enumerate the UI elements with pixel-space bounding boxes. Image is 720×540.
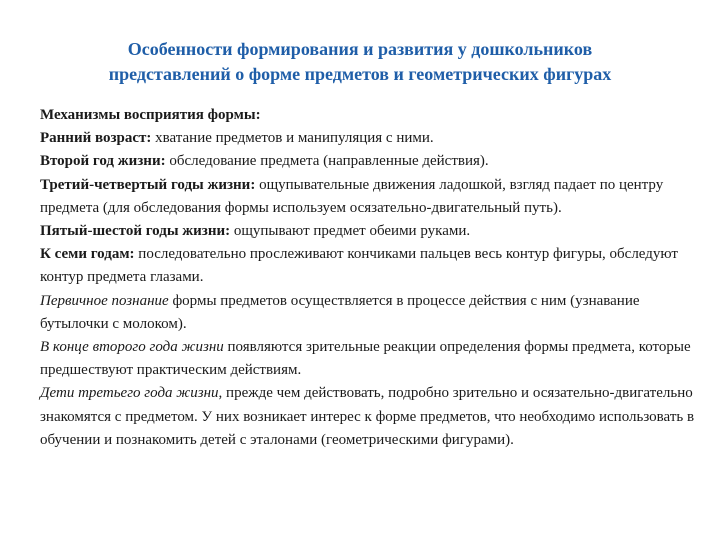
paragraph-text: хватание предметов и манипуляция с ними. — [151, 130, 434, 147]
paragraph-text: ощупывательные движения ладошкой, взгляд падает по центру предмета (для обследования формы используем осязательно-двигательный путь). — [40, 176, 664, 216]
paragraph-lead: Пятый-шестой годы жизни: — [40, 223, 231, 240]
slide-body — [40, 104, 700, 452]
paragraph-lead: В конце второго года жизни — [40, 339, 224, 356]
paragraph-second-year — [40, 150, 700, 173]
paragraph-end-of-second-year — [40, 336, 700, 382]
title-line-2: представлений о форме предметов и геометрических фигурах — [108, 64, 612, 84]
paragraph-third-year-children — [40, 382, 700, 452]
paragraph-primary-cognition — [40, 290, 700, 336]
paragraph-lead: Третий-четвертый годы жизни: — [40, 176, 256, 193]
paragraph-text: формы предметов осуществляется в процессе действия с ним (узнавание бутылочки с молоком). — [40, 292, 640, 332]
paragraph-lead: Дети третьего года жизни — [40, 385, 219, 402]
paragraph-lead: К семи годам: — [40, 246, 135, 263]
slide-title — [40, 37, 680, 87]
paragraph-lead: Второй год жизни: — [40, 153, 166, 170]
paragraph-text: появляются зрительные реакции определения формы предмета, которые предшествуют практическим действиям. — [40, 339, 691, 379]
paragraph-third-fourth-years — [40, 174, 700, 220]
paragraph-text: ощупывают предмет обеими руками. — [230, 223, 471, 240]
paragraph-lead: Первичное познание — [40, 292, 169, 309]
paragraph-fifth-sixth-years — [40, 220, 700, 243]
paragraph-text: , прежде чем действовать, подробно зрительно и осязательно-двигательно знакомятся с предметом. У них возникает интерес к форме предметов, что необходимо использовать в обучении и познакомить детей с эталонами (геометрическими фигурами). — [40, 385, 695, 448]
paragraph-by-seven — [40, 243, 700, 289]
paragraph-lead: Ранний возраст: — [40, 130, 152, 147]
paragraph-text: обследование предмета (направленные действия). — [165, 153, 489, 170]
title-line-1: Особенности формирования и развития у дошкольников — [127, 39, 593, 59]
section-heading: Механизмы восприятия формы: — [40, 107, 261, 123]
paragraph-text: последовательно прослеживают кончиками пальцев весь контур фигуры, обследуют контур предмета глазами. — [40, 246, 678, 286]
paragraph-early-age — [40, 127, 700, 150]
